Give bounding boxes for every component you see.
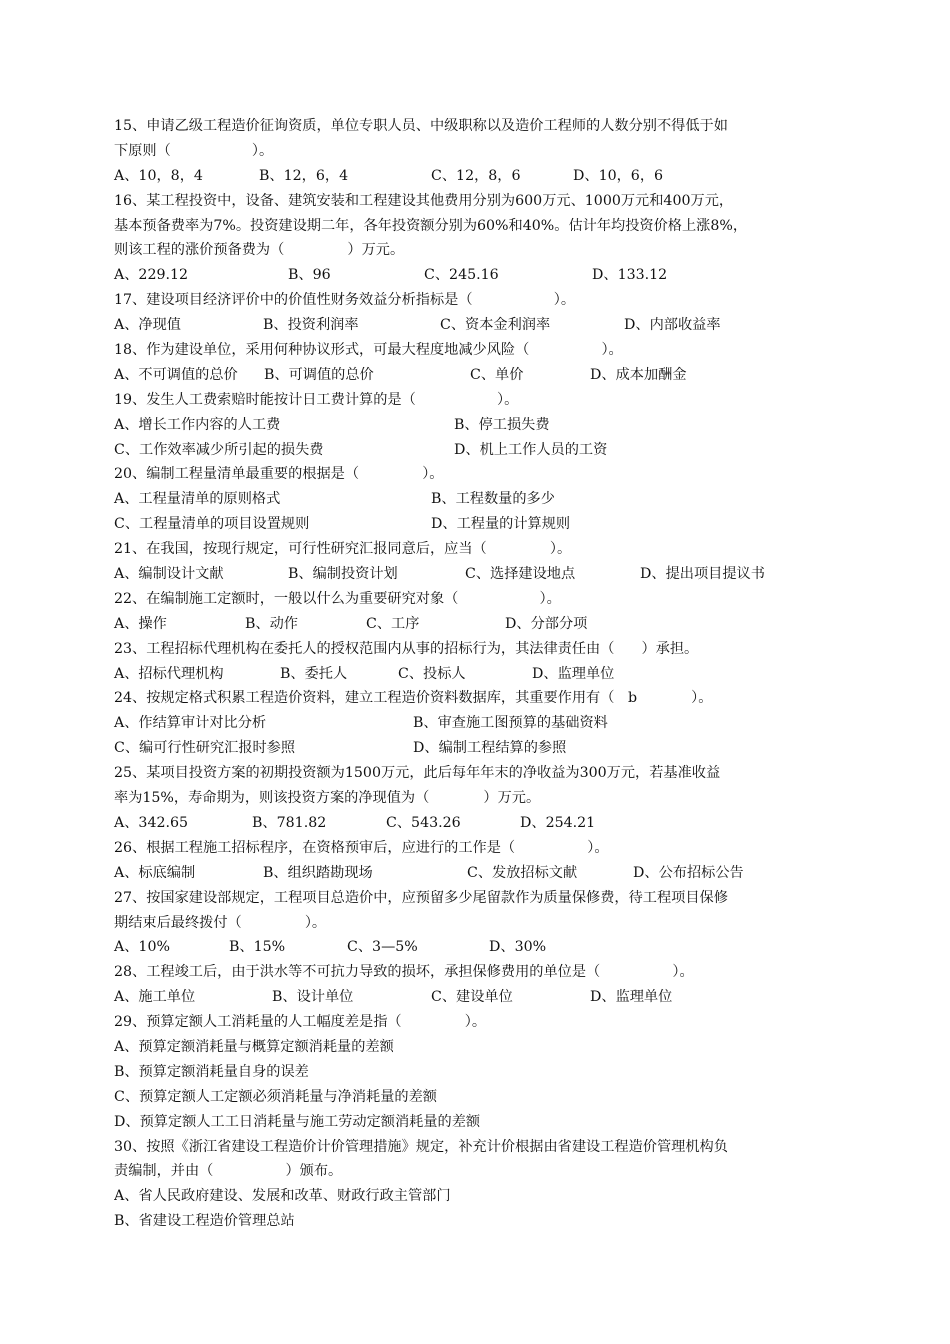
question-26 [114, 836, 840, 886]
question-text: 23、工程招标代理机构在委托人的授权范围内从事的招标行为，其法律责任由（ ）承担。 [114, 640, 699, 657]
option-a: A、招标代理机构 [114, 665, 224, 682]
option-b: B、省建设工程造价管理总站 [114, 1213, 295, 1230]
option-row [114, 438, 840, 463]
question-15 [114, 114, 840, 189]
option-d: D、监理单位 [532, 665, 615, 682]
option-d: D、254.21 [520, 814, 596, 831]
question-text: 24、按规定格式积累工程造价资料，建立工程造价资料数据库，其重要作用有（ b ）。 [114, 690, 713, 707]
option-d: D、编制工程结算的参照 [413, 740, 567, 757]
option-a: A、作结算审计对比分析 [114, 715, 267, 732]
option-c: C、245.16 [424, 267, 499, 284]
question-21 [114, 537, 840, 587]
question-text: 基本预备费率为7%。投资建设期二年，各年投资额分别为60%和40%。估计年均投资价格上涨8%， [114, 217, 748, 234]
question-27 [114, 886, 840, 961]
question-text: 率为15%，寿命期为，则该投资方案的净现值为（ ）万元。 [114, 790, 541, 807]
option-d: D、内部收益率 [624, 317, 721, 334]
option-a: A、标底编制 [114, 864, 196, 881]
question-text: 28、工程竣工后，由于洪水等不可抗力导致的损坏，承担保修费用的单位是（ ）。 [114, 964, 694, 981]
question-28 [114, 960, 840, 1010]
question-text: 21、在我国，按现行规定，可行性研究汇报同意后，应当（ ）。 [114, 541, 572, 558]
option-c: C、选择建设地点 [465, 566, 576, 583]
option-a: A、净现值 [114, 317, 181, 334]
option-c: C、投标人 [398, 665, 466, 682]
option-b: B、委托人 [280, 665, 348, 682]
question-text: 责编制，并由（ ）颁布。 [114, 1163, 343, 1180]
option-d: D、提出项目提议书 [640, 566, 765, 583]
option-b: B、15% [229, 939, 286, 956]
question-text: 则该工程的涨价预备费为（ ）万元。 [114, 242, 405, 259]
option-row [114, 313, 840, 338]
option-row [114, 413, 840, 438]
option-row [114, 736, 840, 761]
option-row [114, 512, 840, 537]
question-16 [114, 189, 840, 289]
option-b: B、投资利润率 [263, 317, 359, 334]
question-29 [114, 1010, 840, 1134]
question-text: 22、在编制施工定额时，一般以什么为重要研究对象（ ）。 [114, 590, 561, 607]
option-row [114, 935, 840, 960]
option-row [114, 487, 840, 512]
option-d: D、133.12 [592, 267, 668, 284]
option-c: C、工序 [366, 615, 420, 632]
question-18 [114, 338, 840, 388]
question-25 [114, 761, 840, 836]
option-b: B、动作 [245, 615, 298, 632]
option-c: C、12，8，6 [431, 167, 521, 184]
option-d: D、工程量的计算规则 [431, 516, 571, 533]
option-d: D、成本加酬金 [590, 366, 687, 383]
option-d: D、30% [489, 939, 547, 956]
option-b: B、审查施工图预算的基础资料 [413, 715, 608, 732]
option-c: C、预算定额人工定额必须消耗量与净消耗量的差额 [114, 1088, 437, 1105]
option-a: A、省人民政府建设、发展和改革、财政行政主管部门 [114, 1188, 451, 1205]
option-b: B、组织踏勘现场 [263, 864, 373, 881]
option-row [114, 363, 840, 388]
option-d: D、公布招标公告 [633, 864, 744, 881]
option-row [114, 985, 840, 1010]
option-row [114, 662, 840, 687]
question-30 [114, 1135, 840, 1235]
question-text: 20、编制工程量清单最重要的根据是（ ）。 [114, 466, 444, 483]
option-b: B、12，6，4 [259, 167, 349, 184]
option-c: C、编可行性研究汇报时参照 [114, 740, 296, 757]
question-text: 25、某项目投资方案的初期投资额为1500万元，此后每年年末的净收益为300万元，若基准收益 [114, 765, 721, 782]
question-text: 15、申请乙级工程造价征询资质，单位专职人员、中级职称以及造价工程师的人数分别不得低于如 [114, 118, 728, 134]
question-text: 29、预算定额人工消耗量的人工幅度差是指（ ）。 [114, 1014, 487, 1031]
option-b: B、编制投资计划 [288, 566, 398, 583]
question-text: 下原则（ ）。 [114, 142, 274, 159]
question-text: 26、根据工程施工招标程序，在资格预审后，应进行的工作是（ ）。 [114, 839, 609, 856]
option-b: B、781.82 [252, 814, 327, 831]
option-b: B、设计单位 [272, 989, 354, 1006]
question-list [114, 114, 840, 1234]
question-text: 期结束后最终拨付（ ）。 [114, 914, 327, 931]
option-a: A、10% [114, 939, 170, 956]
option-row [114, 711, 840, 736]
option-row [114, 164, 840, 189]
option-d: D、监理单位 [590, 989, 673, 1006]
option-c: C、543.26 [386, 814, 461, 831]
option-b: B、可调值的总价 [264, 366, 374, 383]
option-row [114, 811, 840, 836]
option-row [114, 861, 840, 886]
option-b: B、预算定额消耗量自身的误差 [114, 1063, 309, 1080]
question-text: 30、按照《浙江省建设工程造价计价管理措施》规定，补充计价根据由省建设工程造价管理机构负 [114, 1138, 728, 1155]
question-text: 18、作为建设单位，采用何种协议形式，可最大程度地减少风险（ ）。 [114, 342, 623, 359]
option-c: C、工程量清单的项目设置规则 [114, 516, 310, 533]
option-c: C、工作效率减少所引起的损失费 [114, 441, 324, 458]
question-text: 16、某工程投资中，设备、建筑安装和工程建设其他费用分别为600万元、1000万元和400万元， [114, 192, 734, 209]
option-a: A、预算定额消耗量与概算定额消耗量的差额 [114, 1038, 394, 1055]
question-20 [114, 462, 840, 537]
option-c: C、3—5% [347, 939, 418, 956]
option-row [114, 562, 840, 587]
question-22 [114, 587, 840, 637]
question-text: 27、按国家建设部规定，工程项目总造价中，应预留多少尾留款作为质量保修费，待工程项目保修 [114, 889, 728, 906]
option-b: B、停工损失费 [454, 416, 550, 433]
option-b: B、96 [288, 267, 331, 284]
option-a: A、操作 [114, 615, 167, 632]
option-d: D、机上工作人员的工资 [454, 441, 608, 458]
question-17 [114, 288, 840, 338]
option-d: D、分部分项 [505, 615, 588, 632]
option-a: A、不可调值的总价 [114, 366, 238, 383]
option-c: C、单价 [470, 366, 524, 383]
option-a: A、施工单位 [114, 989, 196, 1006]
option-c: C、资本金利润率 [440, 317, 551, 334]
question-23 [114, 637, 840, 687]
option-a: A、342.65 [114, 814, 189, 831]
option-c: C、建设单位 [431, 989, 513, 1006]
question-text: 19、发生人工费索赔时能按计日工费计算的是（ ）。 [114, 391, 519, 408]
option-a: A、增长工作内容的人工费 [114, 416, 281, 433]
option-a: A、229.12 [114, 267, 189, 284]
option-a: A、编制设计文献 [114, 566, 224, 583]
option-row [114, 263, 840, 288]
option-row [114, 612, 840, 637]
option-a: A、10，8，4 [114, 167, 203, 184]
question-19 [114, 388, 840, 463]
option-b: B、工程数量的多少 [431, 491, 555, 508]
option-a: A、工程量清单的原则格式 [114, 491, 281, 508]
question-text: 17、建设项目经济评价中的价值性财务效益分析指标是（ ）。 [114, 292, 576, 309]
option-c: C、发放招标文献 [467, 864, 578, 881]
option-d: D、预算定额人工工日消耗量与施工劳动定额消耗量的差额 [114, 1113, 481, 1130]
question-24 [114, 686, 840, 761]
option-d: D、10，6，6 [573, 167, 664, 184]
